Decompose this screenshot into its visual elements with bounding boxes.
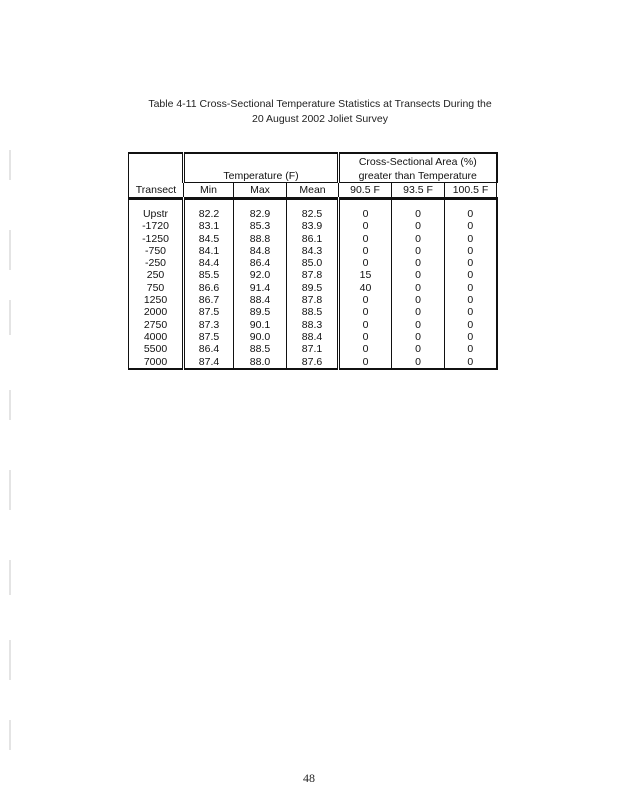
cell-area-100-5: 0: [445, 245, 497, 257]
cell-min: 87.3: [184, 319, 234, 331]
cell-min: 86.6: [184, 282, 234, 294]
cell-area-90-5: 0: [339, 245, 392, 257]
cell-max: 88.4: [234, 294, 287, 306]
cell-area-93-5: 0: [392, 233, 445, 245]
page-number: 48: [303, 771, 315, 785]
cell-min: 83.1: [184, 220, 234, 232]
cell-area-100-5: 0: [445, 331, 497, 343]
cell-area-93-5: 0: [392, 245, 445, 257]
cell-transect: -1720: [129, 220, 184, 232]
cell-area-93-5: 0: [392, 306, 445, 318]
cell-transect: -750: [129, 245, 184, 257]
scan-edge-mark: [9, 640, 11, 680]
table-row: [129, 269, 497, 281]
cell-area-100-5: 0: [445, 319, 497, 331]
table-row: [129, 220, 497, 232]
cell-area-93-5: 0: [392, 343, 445, 355]
cell-area-90-5: 0: [339, 199, 392, 221]
cell-area-90-5: 0: [339, 343, 392, 355]
table-caption-line-2: 20 August 2002 Joliet Survey: [251, 113, 388, 125]
cell-mean: 87.1: [287, 343, 339, 355]
column-header-transect: Transect: [129, 183, 184, 199]
cell-min: 86.7: [184, 294, 234, 306]
cell-area-100-5: 0: [445, 269, 497, 281]
table-row: [129, 233, 497, 245]
cell-transect: 250: [129, 269, 184, 281]
cell-area-90-5: 0: [339, 306, 392, 318]
temperature-group-header: Temperature (F): [184, 168, 339, 183]
cell-max: 91.4: [234, 282, 287, 294]
column-header-area-90-5: 90.5 F: [339, 183, 392, 199]
cell-area-90-5: 15: [339, 269, 392, 281]
cell-area-100-5: 0: [445, 282, 497, 294]
table-row: [129, 356, 497, 369]
cell-area-90-5: 0: [339, 319, 392, 331]
cell-area-90-5: 0: [339, 356, 392, 369]
table-row: [129, 257, 497, 269]
cell-area-90-5: 0: [339, 331, 392, 343]
cell-min: 86.4: [184, 343, 234, 355]
cell-transect: 4000: [129, 331, 184, 343]
cell-transect: 2750: [129, 319, 184, 331]
table-row: [129, 319, 497, 331]
cell-mean: 88.3: [287, 319, 339, 331]
cell-area-93-5: 0: [392, 319, 445, 331]
cell-area-100-5: 0: [445, 220, 497, 232]
cell-max: 89.5: [234, 306, 287, 318]
cell-min: 82.2: [184, 199, 234, 221]
scan-edge-mark: [9, 560, 11, 595]
cell-area-93-5: 0: [392, 269, 445, 281]
cell-transect: 5500: [129, 343, 184, 355]
cell-transect: 750: [129, 282, 184, 294]
cell-area-100-5: 0: [445, 199, 497, 221]
cell-area-93-5: 0: [392, 220, 445, 232]
cell-max: 88.5: [234, 343, 287, 355]
cell-area-93-5: 0: [392, 282, 445, 294]
table-row: [129, 245, 497, 257]
cell-area-93-5: 0: [392, 199, 445, 221]
cell-mean: 86.1: [287, 233, 339, 245]
area-group-header-line-2: greater than Temperature: [339, 168, 497, 183]
cell-area-90-5: 0: [339, 220, 392, 232]
cell-min: 87.5: [184, 306, 234, 318]
cell-max: 90.1: [234, 319, 287, 331]
cell-max: 90.0: [234, 331, 287, 343]
cell-area-100-5: 0: [445, 257, 497, 269]
cell-area-93-5: 0: [392, 356, 445, 369]
table-caption: [100, 97, 540, 127]
cell-mean: 89.5: [287, 282, 339, 294]
cell-area-90-5: 0: [339, 257, 392, 269]
table-caption-line-1: Table 4-11 Cross-Sectional Temperature Statistics at Transects During the: [148, 98, 492, 110]
scan-edge-mark: [9, 230, 11, 270]
cell-mean: 85.0: [287, 257, 339, 269]
table-row: [129, 282, 497, 294]
area-group-header-line-1: Cross-Sectional Area (%): [339, 153, 497, 168]
cell-mean: 87.8: [287, 269, 339, 281]
cell-mean: 88.4: [287, 331, 339, 343]
cell-transect: -1250: [129, 233, 184, 245]
table-row: [129, 343, 497, 355]
cell-min: 84.1: [184, 245, 234, 257]
cell-mean: 83.9: [287, 220, 339, 232]
cell-area-100-5: 0: [445, 343, 497, 355]
scan-edge-mark: [9, 390, 11, 420]
cell-area-100-5: 0: [445, 294, 497, 306]
scan-edge-mark: [9, 300, 11, 335]
table-row: [129, 306, 497, 318]
cell-max: 92.0: [234, 269, 287, 281]
cell-min: 84.5: [184, 233, 234, 245]
cell-area-100-5: 0: [445, 356, 497, 369]
cell-transect: -250: [129, 257, 184, 269]
cell-max: 84.8: [234, 245, 287, 257]
cell-mean: 88.5: [287, 306, 339, 318]
cell-area-93-5: 0: [392, 294, 445, 306]
column-header-area-93-5: 93.5 F: [392, 183, 445, 199]
column-header-mean: Mean: [287, 183, 339, 199]
column-header-area-100-5: 100.5 F: [445, 183, 497, 199]
cell-area-93-5: 0: [392, 257, 445, 269]
cell-area-100-5: 0: [445, 306, 497, 318]
cell-max: 85.3: [234, 220, 287, 232]
cell-max: 88.8: [234, 233, 287, 245]
cell-area-93-5: 0: [392, 331, 445, 343]
column-header-max: Max: [234, 183, 287, 199]
cell-transect: Upstr: [129, 199, 184, 221]
cell-min: 87.5: [184, 331, 234, 343]
table-row: [129, 294, 497, 306]
table-row: [129, 331, 497, 343]
cell-max: 86.4: [234, 257, 287, 269]
cell-mean: 87.8: [287, 294, 339, 306]
cell-area-90-5: 0: [339, 233, 392, 245]
cell-min: 85.5: [184, 269, 234, 281]
scan-edge-mark: [9, 150, 11, 180]
cell-area-100-5: 0: [445, 233, 497, 245]
cell-mean: 87.6: [287, 356, 339, 369]
temperature-statistics-table-wrapper: [128, 152, 498, 370]
temperature-statistics-table: [128, 152, 498, 370]
scan-edge-mark: [9, 720, 11, 750]
cell-area-90-5: 0: [339, 294, 392, 306]
cell-area-90-5: 40: [339, 282, 392, 294]
cell-transect: 1250: [129, 294, 184, 306]
cell-mean: 82.5: [287, 199, 339, 221]
cell-transect: 7000: [129, 356, 184, 369]
cell-transect: 2000: [129, 306, 184, 318]
scan-edge-mark: [9, 470, 11, 510]
cell-max: 82.9: [234, 199, 287, 221]
column-header-min: Min: [184, 183, 234, 199]
cell-min: 87.4: [184, 356, 234, 369]
cell-min: 84.4: [184, 257, 234, 269]
cell-mean: 84.3: [287, 245, 339, 257]
table-row: [129, 199, 497, 221]
cell-max: 88.0: [234, 356, 287, 369]
